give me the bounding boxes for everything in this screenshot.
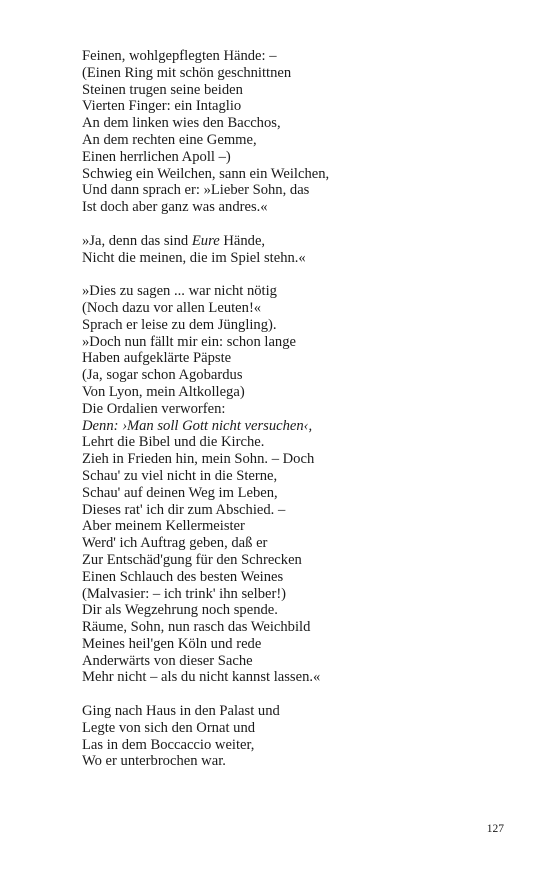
text-segment: (Malvasier: – ich trink' ihn selber!) [82, 585, 287, 602]
text-segment: (Einen Ring mit schön geschnittnen [82, 64, 292, 81]
verse-line [82, 132, 502, 149]
verse-line [82, 737, 502, 754]
text-segment: Werd' ich Auftrag geben, daß er [82, 535, 268, 552]
verse-line [82, 384, 502, 401]
verse-line [82, 518, 502, 535]
verse-line [82, 451, 502, 468]
text-segment: Lehrt die Bibel und die Kirche. [82, 434, 265, 451]
stanza [82, 703, 502, 770]
text-segment: (Noch dazu vor allen Leuten!« [82, 299, 262, 316]
text-segment: Steinen trugen seine beiden [82, 81, 243, 98]
verse-line [82, 535, 502, 552]
text-segment: Feinen, wohlgepflegten Hände: – [82, 48, 277, 64]
verse-line [82, 753, 502, 770]
verse-line [82, 350, 502, 367]
text-segment: Vierten Finger: ein Intaglio [82, 98, 242, 115]
text-segment: Räume, Sohn, nun rasch das Weichbild [82, 619, 311, 636]
text-segment: Einen Schlauch des besten Weines [82, 568, 284, 585]
text-segment: »Dies zu sagen ... war nicht nötig [82, 283, 277, 300]
text-segment: Sprach er leise zu dem Jüngling). [82, 316, 277, 333]
text-segment: Wo er unterbrochen war. [82, 753, 226, 770]
verse-line [82, 115, 502, 132]
verse-line [82, 485, 502, 502]
text-segment: Ging nach Haus in den Palast und [82, 703, 280, 720]
verse-line [82, 720, 502, 737]
verse-line [82, 653, 502, 670]
verse-line [82, 334, 502, 351]
text-segment: An dem rechten eine Gemme, [82, 131, 257, 148]
verse-line [82, 48, 502, 65]
italic-text: Denn: ›Man soll Gott nicht versuchen‹, [82, 417, 313, 434]
text-segment: Aber meinem Kellermeister [82, 518, 245, 535]
text-segment: Ist doch aber ganz was andres.« [82, 199, 268, 216]
verse-line [82, 586, 502, 603]
text-segment: Las in dem Boccaccio weiter, [82, 736, 255, 753]
text-segment: Meines heil'gen Köln und rede [82, 635, 262, 652]
verse-line [82, 149, 502, 166]
text-segment: Schau' zu viel nicht in die Sterne, [82, 467, 278, 484]
verse-line [82, 98, 502, 115]
text-segment: Hände, [219, 232, 266, 249]
verse-line [82, 703, 502, 720]
verse-line [82, 552, 502, 569]
page-number: 127 [486, 823, 504, 835]
text-segment: Von Lyon, mein Altkollega) [82, 383, 245, 400]
text-segment: Und dann sprach er: »Lieber Sohn, das [82, 182, 310, 199]
text-segment: Dieses rat' ich dir zum Abschied. – [82, 501, 286, 518]
text-segment: Nicht die meinen, die im Spiel stehn.« [82, 249, 306, 266]
stanza [82, 233, 502, 267]
verse-line [82, 468, 502, 485]
verse-line [82, 636, 502, 653]
poem-text [82, 48, 502, 787]
text-segment: Die Ordalien verworfen: [82, 400, 226, 417]
verse-line [82, 300, 502, 317]
verse-line [82, 317, 502, 334]
verse-line [82, 619, 502, 636]
text-segment: Einen herrlichen Apoll –) [82, 148, 231, 165]
verse-line [82, 82, 502, 99]
verse-line [82, 669, 502, 686]
verse-line [82, 569, 502, 586]
text-segment: Anderwärts von dieser Sache [82, 652, 253, 669]
verse-line [82, 434, 502, 451]
verse-line [82, 199, 502, 216]
text-segment: Zieh in Frieden hin, mein Sohn. – Doch [82, 451, 315, 468]
text-segment: Haben aufgeklärte Päpste [82, 350, 232, 367]
text-segment: Legte von sich den Ornat und [82, 719, 256, 736]
stanza [82, 48, 502, 216]
verse-line [82, 283, 502, 300]
text-segment: (Ja, sogar schon Agobardus [82, 367, 243, 384]
verse-line [82, 182, 502, 199]
verse-line [82, 401, 502, 418]
text-segment: »Ja, denn das sind [82, 232, 192, 249]
text-segment: Mehr nicht – als du nicht kannst lassen.« [82, 669, 321, 686]
stanza [82, 283, 502, 686]
text-segment: Schwieg ein Weilchen, sann ein Weilchen, [82, 165, 330, 182]
text-segment: »Doch nun fällt mir ein: schon lange [82, 333, 296, 350]
text-segment: Schau' auf deinen Weg im Leben, [82, 484, 278, 501]
text-segment: Zur Entschäd'gung für den Schrecken [82, 551, 302, 568]
verse-line [82, 502, 502, 519]
verse-line [82, 233, 502, 250]
verse-line [82, 250, 502, 267]
text-segment: Dir als Wegzehrung noch spende. [82, 602, 278, 619]
verse-line [82, 166, 502, 183]
text-segment: An dem linken wies den Bacchos, [82, 115, 281, 132]
verse-line [82, 65, 502, 82]
italic-text: Eure [191, 232, 220, 249]
verse-line [82, 602, 502, 619]
verse-line [82, 418, 502, 435]
verse-line [82, 367, 502, 384]
